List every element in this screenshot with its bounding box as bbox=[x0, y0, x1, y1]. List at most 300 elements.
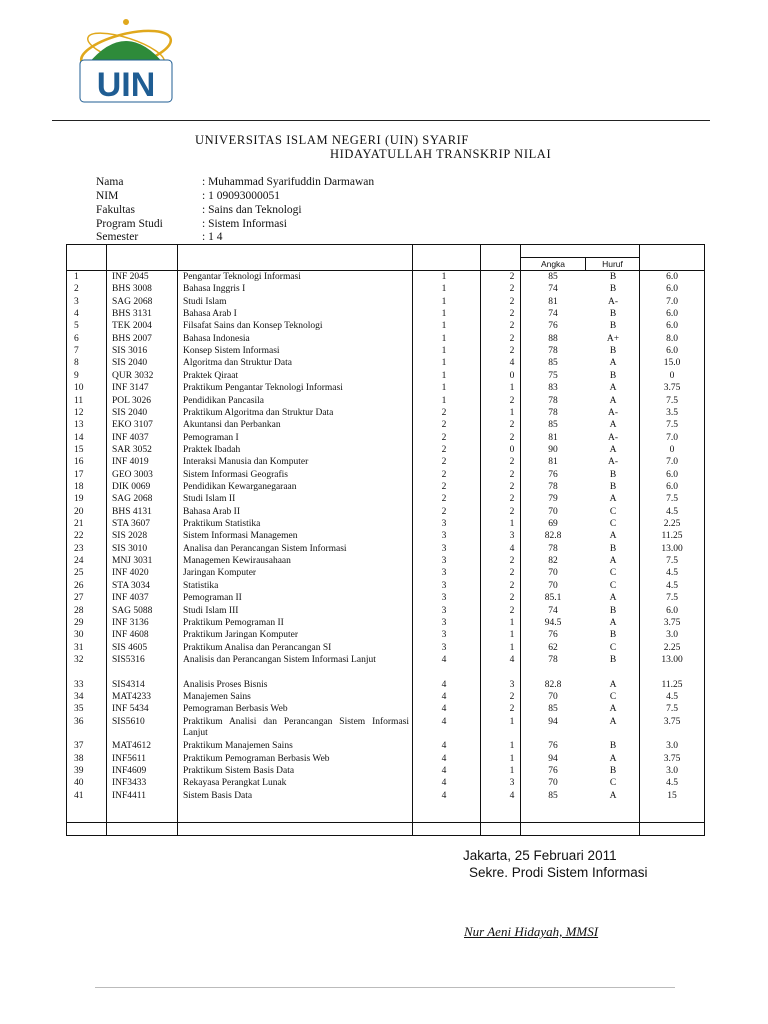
cell-name: Pemograman I bbox=[183, 432, 239, 443]
cell-huruf: B bbox=[609, 741, 617, 752]
cell-angka: 75 bbox=[548, 370, 558, 381]
cell-total: 6.0 bbox=[666, 469, 678, 480]
cell-angka: 81 bbox=[548, 457, 558, 468]
cell-sks: 2 bbox=[509, 556, 515, 567]
cell-name: Sistem Informasi Managemen bbox=[183, 531, 298, 542]
cell-code: INF 4037 bbox=[112, 593, 149, 604]
cell-angka: 74 bbox=[548, 605, 558, 616]
cell-name: Algoritma dan Struktur Data bbox=[183, 358, 292, 369]
cell-sem: 3 bbox=[441, 605, 447, 616]
cell-sem: 4 bbox=[441, 741, 447, 752]
cell-sem: 4 bbox=[441, 716, 447, 727]
cell-sks: 2 bbox=[509, 481, 515, 492]
cell-name: Praktek Ibadah bbox=[183, 444, 241, 455]
cell-code: INF 3136 bbox=[112, 617, 149, 628]
cell-no: 38 bbox=[74, 753, 84, 764]
cell-no: 8 bbox=[74, 358, 79, 369]
cell-total: 7.5 bbox=[666, 556, 678, 567]
cell-no: 4 bbox=[74, 309, 79, 319]
table-divider bbox=[177, 244, 178, 836]
cell-huruf: C bbox=[609, 519, 617, 529]
cell-angka: 85 bbox=[548, 272, 558, 282]
cell-name: Praktikum Analisa dan Perancangan SI bbox=[183, 642, 332, 653]
table-border bbox=[704, 244, 705, 836]
info-value: : Sistem Informasi bbox=[202, 218, 287, 230]
cell-total: 0 bbox=[669, 444, 675, 455]
info-row-name bbox=[96, 176, 374, 188]
cell-total: 3.5 bbox=[666, 407, 678, 418]
cell-total: 0 bbox=[669, 370, 675, 381]
cell-angka: 90 bbox=[548, 444, 558, 455]
cell-huruf: C bbox=[609, 691, 617, 702]
cell-name: Bahasa Arab II bbox=[183, 506, 240, 517]
cell-code: POL 3026 bbox=[112, 395, 151, 406]
university-title: UNIVERSITAS ISLAM NEGERI (UIN) SYARIF bbox=[195, 133, 469, 147]
cell-sem: 1 bbox=[441, 333, 447, 344]
cell-angka: 76 bbox=[548, 741, 558, 752]
cell-total: 3.75 bbox=[663, 383, 681, 394]
cell-total: 7.5 bbox=[666, 395, 678, 406]
info-row-semester bbox=[96, 231, 222, 243]
cell-sem: 1 bbox=[441, 358, 447, 369]
cell-no: 21 bbox=[74, 519, 84, 529]
cell-code: INF 4037 bbox=[112, 432, 149, 443]
cell-angka: 74 bbox=[548, 284, 558, 295]
cell-sks: 3 bbox=[509, 531, 515, 542]
cell-angka: 81 bbox=[548, 432, 558, 443]
cell-huruf: A bbox=[609, 383, 617, 394]
cell-total: 4.5 bbox=[666, 506, 678, 517]
cell-angka: 82 bbox=[548, 556, 558, 567]
cell-code: INF 3147 bbox=[112, 383, 149, 394]
cell-total: 6.0 bbox=[666, 346, 678, 357]
cell-code: SIS 2028 bbox=[112, 531, 148, 542]
cell-angka: 78 bbox=[548, 654, 558, 665]
cell-code: INF 2045 bbox=[112, 272, 149, 282]
cell-huruf: A- bbox=[607, 432, 619, 443]
info-value: : Sains dan Teknologi bbox=[202, 204, 302, 216]
cell-name: Analisis Proses Bisnis bbox=[183, 679, 268, 690]
cell-total: 13.00 bbox=[661, 543, 683, 554]
cell-total: 3.0 bbox=[666, 630, 678, 641]
cell-angka: 70 bbox=[548, 778, 558, 789]
cell-name: Analisa dan Perancangan Sistem Informasi bbox=[183, 543, 347, 554]
cell-code: BHS 4131 bbox=[112, 506, 152, 517]
cell-name: Filsafat Sains dan Konsep Teknologi bbox=[183, 321, 323, 332]
cell-name: Jaringan Komputer bbox=[183, 568, 257, 579]
cell-huruf: A bbox=[609, 444, 617, 455]
uin-logo bbox=[74, 10, 178, 108]
cell-sem: 3 bbox=[441, 556, 447, 567]
cell-total: 7.0 bbox=[666, 457, 678, 468]
cell-no: 41 bbox=[74, 790, 84, 801]
cell-name: Sistem Informasi Geografis bbox=[183, 469, 289, 480]
cell-code: BHS 3008 bbox=[112, 284, 152, 295]
cell-sks: 3 bbox=[509, 778, 515, 789]
cell-code: SAG 5088 bbox=[112, 605, 153, 616]
cell-angka: 70 bbox=[548, 506, 558, 517]
cell-sem: 2 bbox=[441, 407, 447, 418]
cell-angka: 85 bbox=[548, 704, 558, 715]
cell-sem: 3 bbox=[441, 630, 447, 641]
cell-angka: 82.8 bbox=[544, 531, 562, 542]
cell-code: SIS 3016 bbox=[112, 346, 148, 357]
cell-sks: 2 bbox=[509, 432, 515, 443]
cell-no: 33 bbox=[74, 679, 84, 690]
cell-name: Statistika bbox=[183, 580, 219, 591]
cell-huruf: A bbox=[609, 531, 617, 542]
cell-total: 6.0 bbox=[666, 481, 678, 492]
cell-no: 26 bbox=[74, 580, 84, 591]
cell-angka: 94.5 bbox=[544, 617, 562, 628]
logo-text: UIN bbox=[96, 66, 156, 104]
cell-huruf: B bbox=[609, 766, 617, 776]
cell-angka: 69 bbox=[548, 519, 558, 529]
cell-total: 15 bbox=[667, 790, 677, 801]
cell-sks: 2 bbox=[509, 457, 515, 468]
cell-code: INF 5434 bbox=[112, 704, 149, 715]
cell-sem: 3 bbox=[441, 568, 447, 579]
cell-total: 13.00 bbox=[661, 654, 683, 665]
cell-no: 29 bbox=[74, 617, 84, 628]
cell-huruf: A bbox=[609, 790, 617, 801]
cell-code: SAR 3052 bbox=[112, 444, 152, 455]
cell-code: INF 4020 bbox=[112, 568, 149, 579]
cell-sks: 2 bbox=[509, 309, 515, 319]
cell-total: 6.0 bbox=[666, 309, 678, 319]
cell-huruf: A bbox=[609, 494, 617, 505]
cell-no: 11 bbox=[74, 395, 84, 406]
footer-rule bbox=[95, 987, 675, 988]
cell-sem: 2 bbox=[441, 457, 447, 468]
cell-angka: 78 bbox=[548, 543, 558, 554]
cell-sem: 2 bbox=[441, 494, 447, 505]
cell-code: MNJ 3031 bbox=[112, 556, 153, 567]
cell-name: Manajemen Sains bbox=[183, 691, 251, 702]
table-border bbox=[66, 835, 704, 836]
cell-angka: 85 bbox=[548, 358, 558, 369]
cell-total: 4.5 bbox=[666, 580, 678, 591]
info-row-nim bbox=[96, 190, 280, 202]
cell-sks: 2 bbox=[509, 333, 515, 344]
cell-sem: 2 bbox=[441, 444, 447, 455]
cell-sks: 1 bbox=[509, 716, 515, 727]
cell-code: SAG 2068 bbox=[112, 494, 153, 505]
cell-code: SIS 3010 bbox=[112, 543, 148, 554]
cell-code: DIK 0069 bbox=[112, 481, 151, 492]
cell-name: Pendidikan Pancasila bbox=[183, 395, 264, 406]
cell-sem: 4 bbox=[441, 790, 447, 801]
cell-huruf: C bbox=[609, 568, 617, 579]
cell-angka: 85 bbox=[548, 790, 558, 801]
cell-sks: 2 bbox=[509, 321, 515, 332]
signatory-name: Nur Aeni Hidayah, MMSI bbox=[464, 924, 599, 939]
cell-name: Bahasa Indonesia bbox=[183, 333, 250, 344]
cell-code: MAT4612 bbox=[112, 741, 152, 752]
cell-huruf: A bbox=[609, 395, 617, 406]
cell-sks: 2 bbox=[509, 704, 515, 715]
cell-code: TEK 2004 bbox=[112, 321, 152, 332]
cell-name: Analisis dan Perancangan Sistem Informasi Lanjut bbox=[183, 654, 376, 665]
cell-name: Managemen Kewirausahaan bbox=[183, 556, 291, 567]
cell-sks: 2 bbox=[509, 568, 515, 579]
cell-no: 20 bbox=[74, 506, 84, 517]
cell-huruf: A- bbox=[607, 296, 619, 307]
cell-no: 24 bbox=[74, 556, 84, 567]
cell-sks: 2 bbox=[509, 605, 515, 616]
cell-huruf: A bbox=[609, 358, 617, 369]
cell-sem: 3 bbox=[441, 580, 447, 591]
cell-code: SIS 2040 bbox=[112, 407, 148, 418]
cell-sem: 3 bbox=[441, 519, 447, 529]
cell-total: 7.0 bbox=[666, 432, 678, 443]
logo-star bbox=[123, 19, 129, 25]
cell-angka: 85 bbox=[548, 420, 558, 431]
cell-total: 2.25 bbox=[663, 519, 681, 529]
cell-name: Konsep Sistem Informasi bbox=[183, 346, 280, 357]
cell-total: 4.5 bbox=[666, 691, 678, 702]
cell-total: 4.5 bbox=[666, 778, 678, 789]
cell-sks: 2 bbox=[509, 395, 515, 406]
cell-total: 7.5 bbox=[666, 704, 678, 715]
cell-code: EKO 3107 bbox=[112, 420, 153, 431]
cell-angka: 85.1 bbox=[544, 593, 562, 604]
cell-code: INF4411 bbox=[112, 790, 146, 801]
cell-sks: 2 bbox=[509, 420, 515, 431]
cell-sks: 4 bbox=[509, 790, 515, 801]
cell-code: BHS 2007 bbox=[112, 333, 152, 344]
cell-total: 6.0 bbox=[666, 272, 678, 282]
cell-name: Studi Islam bbox=[183, 296, 227, 307]
cell-no: 9 bbox=[74, 370, 79, 381]
cell-huruf: B bbox=[609, 481, 617, 492]
cell-sks: 2 bbox=[509, 346, 515, 357]
cell-no: 35 bbox=[74, 704, 84, 715]
cell-no: 18 bbox=[74, 481, 84, 492]
cell-sks: 1 bbox=[509, 383, 515, 394]
cell-angka: 70 bbox=[548, 580, 558, 591]
cell-name: Praktikum Pemograman II bbox=[183, 617, 284, 628]
cell-angka: 70 bbox=[548, 691, 558, 702]
cell-sks: 1 bbox=[509, 766, 515, 776]
cell-no: 10 bbox=[74, 383, 84, 394]
cell-no: 25 bbox=[74, 568, 84, 579]
info-label: NIM bbox=[96, 190, 119, 202]
table-divider bbox=[66, 822, 704, 823]
cell-name: Bahasa Arab I bbox=[183, 309, 237, 319]
cell-angka: 76 bbox=[548, 469, 558, 480]
cell-sem: 2 bbox=[441, 506, 447, 517]
cell-sem: 4 bbox=[441, 691, 447, 702]
cell-code: INF 4019 bbox=[112, 457, 149, 468]
cell-no: 16 bbox=[74, 457, 84, 468]
cell-name: Pemograman II bbox=[183, 593, 242, 604]
cell-no: 2 bbox=[74, 284, 79, 295]
cell-total: 3.75 bbox=[663, 716, 681, 727]
info-row-faculty bbox=[96, 204, 302, 216]
cell-huruf: B bbox=[609, 346, 617, 357]
cell-huruf: B bbox=[609, 605, 617, 616]
cell-huruf: A bbox=[609, 679, 617, 690]
cell-total: 6.0 bbox=[666, 605, 678, 616]
cell-code: GEO 3003 bbox=[112, 469, 153, 480]
cell-no: 36 bbox=[74, 716, 84, 727]
cell-sem: 4 bbox=[441, 753, 447, 764]
cell-sem: 2 bbox=[441, 481, 447, 492]
cell-name: Praktikum Statistika bbox=[183, 519, 261, 529]
cell-total: 3.75 bbox=[663, 617, 681, 628]
cell-angka: 88 bbox=[548, 333, 558, 344]
cell-no: 5 bbox=[74, 321, 79, 332]
cell-no: 23 bbox=[74, 543, 84, 554]
cell-no: 31 bbox=[74, 642, 84, 653]
column-header-angka: Angka bbox=[540, 259, 566, 269]
cell-sem: 4 bbox=[441, 654, 447, 665]
cell-sem: 1 bbox=[441, 346, 447, 357]
cell-huruf: B bbox=[609, 543, 617, 554]
cell-no: 37 bbox=[74, 741, 84, 752]
cell-sks: 2 bbox=[509, 296, 515, 307]
cell-code: INF3433 bbox=[112, 778, 147, 789]
cell-sks: 2 bbox=[509, 469, 515, 480]
cell-huruf: B bbox=[609, 321, 617, 332]
cell-code: SIS5316 bbox=[112, 654, 145, 665]
cell-sks: 4 bbox=[509, 358, 515, 369]
cell-angka: 78 bbox=[548, 395, 558, 406]
info-label: Fakultas bbox=[96, 204, 135, 216]
cell-name: Studi Islam III bbox=[183, 605, 239, 616]
cell-total: 8.0 bbox=[666, 333, 678, 344]
cell-huruf: A bbox=[609, 704, 617, 715]
cell-name: Praktikum Sistem Basis Data bbox=[183, 766, 295, 776]
cell-code: STA 3607 bbox=[112, 519, 151, 529]
cell-sks: 2 bbox=[509, 272, 515, 282]
cell-no: 15 bbox=[74, 444, 84, 455]
table-border bbox=[66, 244, 67, 836]
cell-no: 17 bbox=[74, 469, 84, 480]
cell-angka: 62 bbox=[548, 642, 558, 653]
cell-total: 3.75 bbox=[663, 753, 681, 764]
cell-sem: 1 bbox=[441, 309, 447, 319]
info-label: Nama bbox=[96, 176, 124, 188]
cell-sks: 1 bbox=[509, 617, 515, 628]
cell-angka: 78 bbox=[548, 346, 558, 357]
cell-no: 7 bbox=[74, 346, 79, 357]
cell-no: 3 bbox=[74, 296, 79, 307]
cell-huruf: A bbox=[609, 753, 617, 764]
cell-sks: 2 bbox=[509, 506, 515, 517]
cell-code: INF5611 bbox=[112, 753, 146, 764]
cell-angka: 76 bbox=[548, 321, 558, 332]
cell-no: 13 bbox=[74, 420, 84, 431]
cell-name: Praktikum Manajemen Sains bbox=[183, 741, 293, 752]
cell-sem: 2 bbox=[441, 432, 447, 443]
cell-angka: 83 bbox=[548, 383, 558, 394]
cell-no: 30 bbox=[74, 630, 84, 641]
info-row-program bbox=[96, 218, 287, 230]
cell-no: 32 bbox=[74, 654, 84, 665]
cell-total: 11.25 bbox=[661, 531, 683, 542]
cell-code: SIS5610 bbox=[112, 716, 145, 727]
cell-angka: 76 bbox=[548, 766, 558, 776]
cell-sem: 3 bbox=[441, 642, 447, 653]
cell-sem: 1 bbox=[441, 395, 447, 406]
cell-code: SIS 2040 bbox=[112, 358, 148, 369]
cell-sem: 3 bbox=[441, 593, 447, 604]
cell-sem: 1 bbox=[441, 321, 447, 332]
cell-huruf: A- bbox=[607, 407, 619, 418]
header-rule bbox=[52, 120, 710, 121]
cell-huruf: A bbox=[609, 617, 617, 628]
signature-place-date: Jakarta, 25 Februari 2011 bbox=[463, 848, 617, 863]
cell-huruf: A bbox=[609, 593, 617, 604]
cell-total: 7.5 bbox=[666, 494, 678, 505]
cell-name: Rekayasa Perangkat Lunak bbox=[183, 778, 287, 789]
cell-total: 6.0 bbox=[666, 284, 678, 295]
cell-sks: 2 bbox=[509, 580, 515, 591]
signature-position: Sekre. Prodi Sistem Informasi bbox=[469, 865, 648, 880]
cell-code: QUR 3032 bbox=[112, 370, 154, 381]
info-value: : 1 09093000051 bbox=[202, 190, 280, 202]
cell-sks: 2 bbox=[509, 494, 515, 505]
cell-name: Pendidikan Kewarganegaraan bbox=[183, 481, 297, 492]
cell-no: 22 bbox=[74, 531, 84, 542]
cell-sem: 4 bbox=[441, 679, 447, 690]
cell-huruf: A bbox=[609, 716, 617, 727]
cell-sem: 3 bbox=[441, 543, 447, 554]
cell-total: 15.0 bbox=[663, 358, 681, 369]
cell-sks: 2 bbox=[509, 691, 515, 702]
cell-sks: 1 bbox=[509, 519, 515, 529]
cell-no: 27 bbox=[74, 593, 84, 604]
cell-sks: 1 bbox=[509, 630, 515, 641]
cell-code: BHS 3131 bbox=[112, 309, 152, 319]
cell-total: 11.25 bbox=[661, 679, 683, 690]
cell-no: 34 bbox=[74, 691, 84, 702]
cell-sks: 0 bbox=[509, 444, 515, 455]
cell-name: Studi Islam II bbox=[183, 494, 236, 505]
cell-sem: 2 bbox=[441, 420, 447, 431]
cell-huruf: C bbox=[609, 506, 617, 517]
cell-sks: 1 bbox=[509, 407, 515, 418]
cell-sks: 2 bbox=[509, 284, 515, 295]
cell-name: Pemograman Berbasis Web bbox=[183, 704, 288, 715]
cell-code: INF4609 bbox=[112, 766, 147, 776]
cell-code: SAG 2068 bbox=[112, 296, 153, 307]
cell-sks: 2 bbox=[509, 593, 515, 604]
cell-sem: 1 bbox=[441, 296, 447, 307]
cell-sks: 3 bbox=[509, 679, 515, 690]
cell-sks: 4 bbox=[509, 543, 515, 554]
transcript-title: HIDAYATULLAH TRANSKRIP NILAI bbox=[330, 147, 552, 161]
cell-huruf: A bbox=[609, 420, 617, 431]
cell-sem: 4 bbox=[441, 778, 447, 789]
grade-table bbox=[66, 244, 704, 836]
cell-sks: 4 bbox=[509, 654, 515, 665]
cell-huruf: A- bbox=[607, 457, 619, 468]
cell-sks: 0 bbox=[509, 370, 515, 381]
cell-name: Praktikum Pengantar Teknologi Informasi bbox=[183, 383, 343, 394]
cell-sem: 3 bbox=[441, 617, 447, 628]
cell-angka: 79 bbox=[548, 494, 558, 505]
cell-angka: 74 bbox=[548, 309, 558, 319]
cell-angka: 81 bbox=[548, 296, 558, 307]
cell-sem: 1 bbox=[441, 284, 447, 295]
cell-name: Praktikum Algoritma dan Struktur Data bbox=[183, 407, 334, 418]
cell-total: 7.5 bbox=[666, 593, 678, 604]
info-label: Program Studi bbox=[96, 218, 163, 230]
column-header-huruf: Huruf bbox=[602, 259, 623, 269]
